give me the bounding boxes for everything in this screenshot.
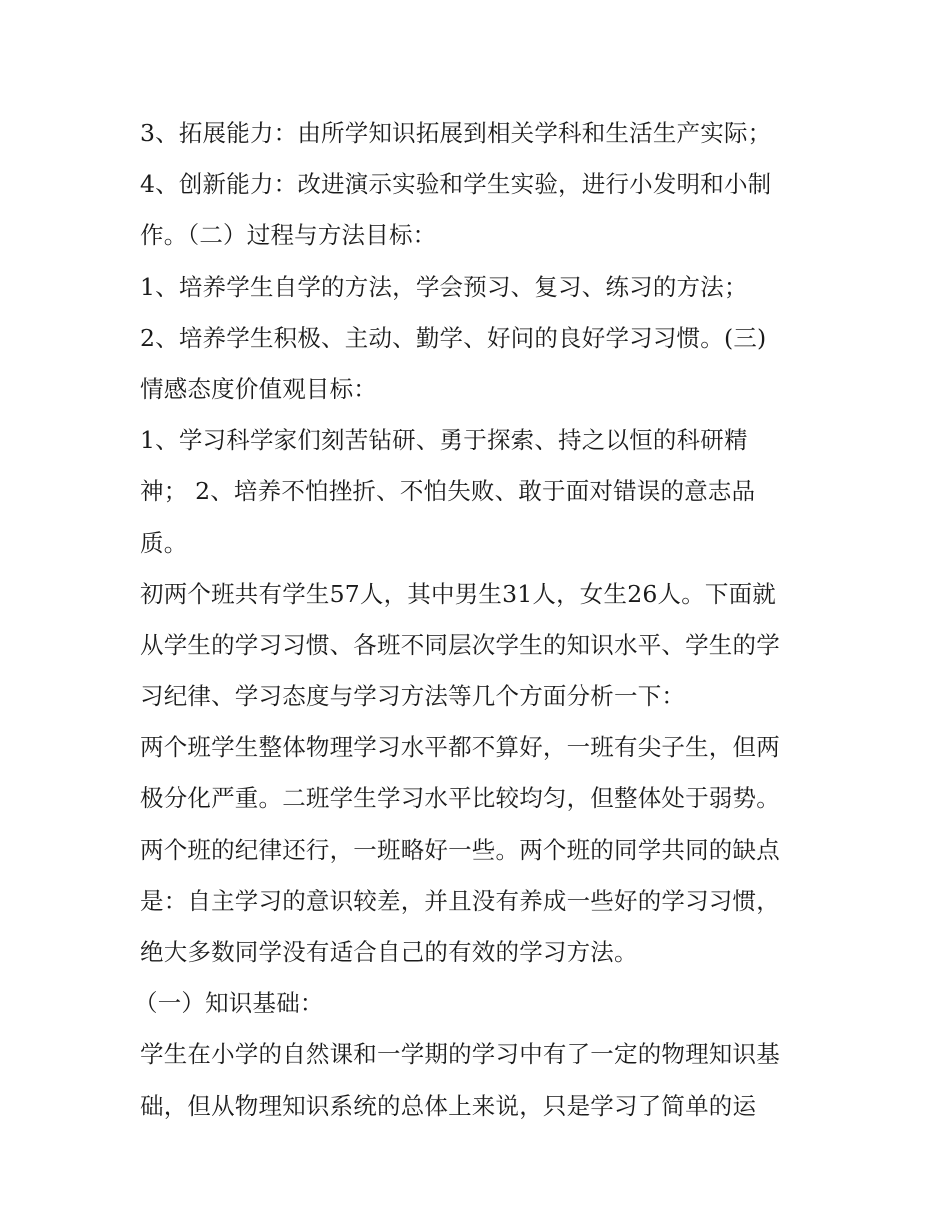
text-line: 极分化严重。二班学生学习水平比较均匀，但整体处于弱势。 <box>140 784 780 813</box>
text-line: 础，但从物理知识系统的总体上来说，只是学习了简单的运 <box>140 1091 757 1120</box>
text-line: 质。 <box>140 528 188 557</box>
section-heading: （一）知识基础： <box>134 989 324 1018</box>
text-line: 3、拓展能力：由所学知识拓展到相关学科和生活生产实际； <box>140 119 772 147</box>
document-body <box>134 108 820 1132</box>
text-line: 1、学习科学家们刻苦钻研、勇于探索、持之以恒的科研精 <box>140 426 748 455</box>
text-line: 学生在小学的自然课和一学期的学习中有了一定的物理知识基 <box>140 1040 780 1069</box>
text-line: 2、培养学生积极、主动、勤学、好问的良好学习习惯。(三) <box>140 323 767 352</box>
text-line: 作。（二）过程与方法目标： <box>140 221 437 250</box>
text-line: 习纪律、学习态度与学习方法等几个方面分析一下： <box>140 682 686 711</box>
text-line: 两个班学生整体物理学习水平都不算好，一班有尖子生，但两 <box>140 733 780 762</box>
text-line: 神； 2、培养不怕挫折、不怕失败、敢于面对错误的意志品 <box>140 477 756 506</box>
text-line: 1、培养学生自学的方法，学会预习、复习、练习的方法； <box>140 272 748 301</box>
text-line: 两个班的纪律还行，一班略好一些。两个班的同学共同的缺点 <box>140 835 780 864</box>
text-line: 从学生的学习习惯、各班不同层次学生的知识水平、学生的学 <box>140 630 780 659</box>
text-line: 4、创新能力：改进演示实验和学生实验，进行小发明和小制 <box>140 170 772 199</box>
text-line: 初两个班共有学生57人，其中男生31人，女生26人。下面就 <box>140 579 777 608</box>
text-line: 是：自主学习的意识较差，并且没有养成一些好的学习习惯， <box>140 886 780 915</box>
text-line: 情感态度价值观目标： <box>140 374 377 403</box>
text-line: 绝大多数同学没有适合自己的有效的学习方法。 <box>140 938 638 966</box>
